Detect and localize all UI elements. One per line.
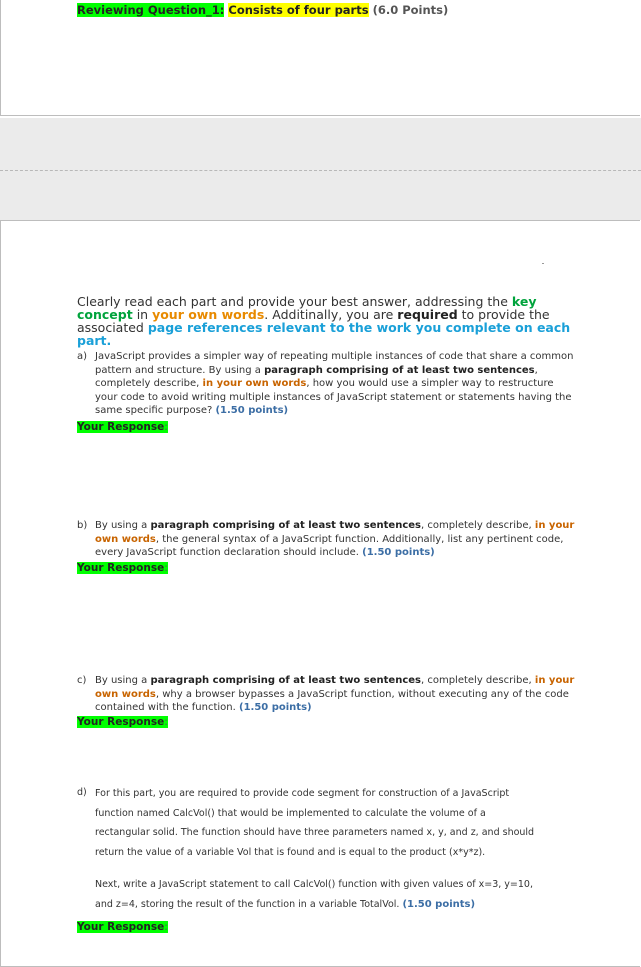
part-a	[77, 350, 577, 418]
response-label-c	[77, 716, 168, 728]
response-colon: :	[164, 921, 168, 933]
intro-text: Clearly read each part and provide your best answer, addressing the	[77, 294, 512, 309]
part-points: (1.50 points)	[239, 702, 312, 713]
response-label-b	[77, 562, 168, 574]
part-d	[77, 787, 587, 917]
part-a-label: a)	[77, 351, 88, 362]
part-c	[77, 674, 577, 715]
part-d-label: d)	[77, 787, 87, 798]
response-label-text: Your Response	[77, 921, 165, 933]
part-text: , how you would use a simpler way to restructure your code to avoid writing multiple instances of JavaScript statement or statements having the same specific purpose?	[95, 378, 572, 416]
dashed-divider	[0, 170, 641, 171]
bold-text: paragraph comprising of at least two sentences	[150, 520, 421, 531]
response-colon: :	[164, 562, 168, 574]
intro-text: . Additinally, you are	[264, 307, 398, 322]
part-text: By using a	[95, 520, 151, 531]
part-text: By using a	[95, 675, 151, 686]
part-text: , why a browser bypasses a JavaScript function, without executing any of the code contained with the function.	[95, 688, 569, 713]
response-label-text: Your Response	[77, 562, 165, 574]
key-concept-highlight: key concept	[77, 294, 537, 322]
instructions	[77, 295, 587, 347]
response-label-text: Your Response	[77, 716, 165, 728]
response-label-a	[77, 421, 168, 433]
part-d-line: rectangular solid. The function should have three parameters named x, y, and z, and should	[95, 827, 535, 838]
part-text: JavaScript provides a simpler way of repeating multiple instances of code that share a common pattern and structure. By using a	[95, 351, 574, 376]
own-words-highlight: in your own words	[202, 378, 307, 389]
response-label-text: Your Response	[77, 421, 165, 433]
section-separator	[0, 118, 641, 220]
page-references-highlight: page references relevant to the work you complete on each part.	[77, 320, 571, 348]
part-d-spacer	[95, 865, 587, 878]
intro-text: to provide the associated	[77, 307, 550, 335]
own-words-highlight: in your own words	[95, 675, 575, 700]
part-d-line: function named CalcVol() that would be implemented to calculate the volume of a	[95, 807, 486, 819]
part-d-line: return the value of a variable Vol that is found and is equal to the product (x*y*z).	[95, 846, 486, 858]
part-b-label: b)	[77, 520, 88, 531]
own-words-highlight: your own words	[152, 307, 265, 322]
stray-mark	[542, 263, 544, 264]
response-colon: :	[164, 421, 168, 433]
part-text: , completely describe,	[420, 675, 535, 686]
question-subtitle: Consists of four parts	[228, 3, 369, 17]
part-text: , completely describe,	[420, 520, 535, 531]
part-d-line: For this part, you are required to provide code segment for construction of a JavaScript	[95, 788, 510, 799]
question-points: (6.0 Points)	[372, 3, 449, 17]
part-points: (1.50 points)	[402, 898, 476, 910]
bold-text: paragraph comprising of at least two sentences	[150, 675, 421, 686]
part-text: , the general syntax of a JavaScript function. Additionally, list any pertinent code, every JavaScript function declaration should include.	[95, 533, 564, 558]
required-highlight: required	[397, 307, 458, 322]
response-label-d	[77, 921, 168, 933]
part-b	[77, 519, 577, 560]
intro-text: in	[132, 307, 153, 322]
question-label: Reviewing Question_1:	[77, 3, 225, 17]
response-colon: :	[164, 716, 168, 728]
bold-text: paragraph comprising of at least two sentences	[264, 364, 535, 376]
part-d-line: Next, write a JavaScript statement to call CalcVol() function with given values of x=3, y=10,	[95, 879, 533, 890]
part-d-line: and z=4, storing the result of the function in a variable TotalVol.	[95, 898, 403, 910]
part-c-label: c)	[77, 675, 87, 686]
part-points: (1.50 points)	[215, 405, 289, 416]
question-title	[77, 3, 448, 17]
part-points: (1.50 points)	[362, 547, 435, 558]
header-panel	[0, 0, 640, 116]
part-text: , completely describe,	[95, 364, 538, 389]
own-words-highlight: in your own words	[95, 520, 575, 545]
